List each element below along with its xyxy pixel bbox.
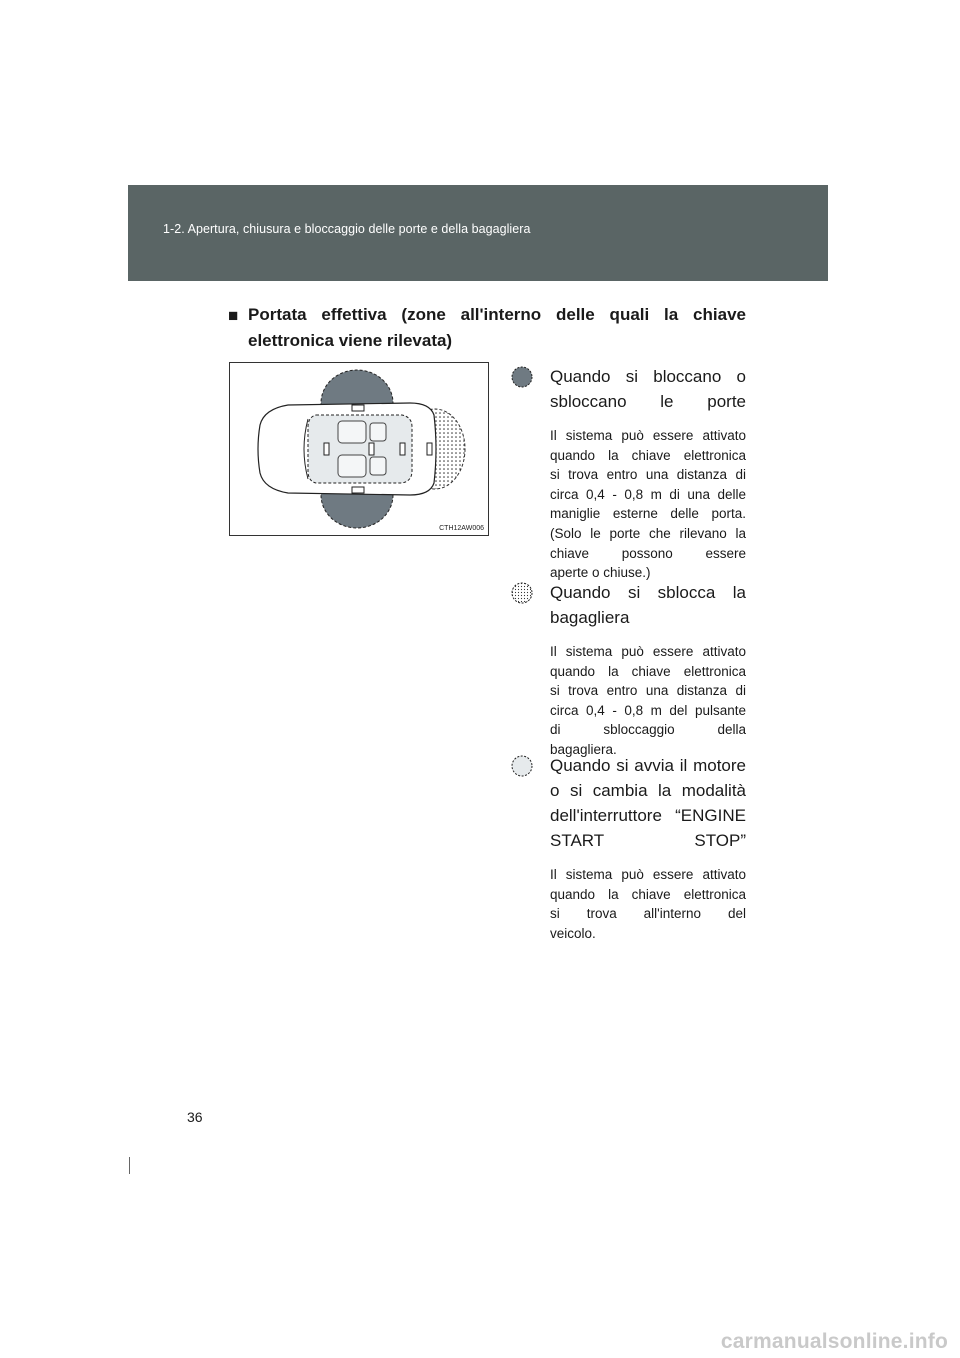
legend-description-line: di sbloccaggio della [550, 722, 746, 738]
detection-range-figure [229, 362, 489, 536]
legend-item [511, 364, 746, 583]
legend-title-line: START STOP” [550, 831, 746, 850]
antenna-trunk [427, 443, 432, 455]
legend-title-line: Quando si bloccano o [550, 367, 746, 386]
seat-front-right [338, 455, 366, 477]
car-top-view-diagram [230, 363, 488, 535]
legend-description-line: si trova entro una distanza di [550, 683, 746, 699]
legend-description-line: bagagliera. [550, 741, 617, 757]
legend-title [550, 753, 746, 853]
legend-description-line: si trova entro una distanza di [550, 467, 746, 483]
legend-description-line: si trova all'interno del [550, 906, 746, 922]
antenna-upper [352, 405, 364, 411]
legend-description-line: circa 0,4 - 0,8 m di una delle [550, 486, 746, 502]
antenna-lower [352, 487, 364, 493]
legend-description-line: aperte o chiuse.) [550, 565, 651, 581]
light-circle-icon [511, 755, 533, 777]
legend-description-line: quando la chiave elettronica [550, 447, 746, 463]
legend-description-line: circa 0,4 - 0,8 m del pulsante [550, 702, 746, 718]
legend-description-line: Il sistema può essere attivato [550, 428, 746, 443]
legend-description-line: maniglie esterne delle porta. [550, 506, 746, 522]
dotted-circle-icon [511, 582, 533, 604]
legend-title [550, 364, 746, 414]
legend-description-line: Il sistema può essere attivato [550, 644, 746, 659]
seat-front-left [338, 421, 366, 443]
breadcrumb: 1-2. Apertura, chiusura e bloccaggio delle porte e della bagagliera [163, 222, 531, 236]
legend-item [511, 753, 746, 943]
legend-title [550, 580, 746, 630]
dark-filled-circle-icon [511, 366, 533, 388]
legend-description-line: Il sistema può essere attivato [550, 867, 746, 882]
legend-title-line: dell'interruttore “ENGINE [550, 806, 746, 825]
margin-tick [129, 1157, 130, 1174]
legend-title-line: sbloccano le porte [550, 392, 746, 411]
square-bullet-icon: ■ [228, 306, 239, 325]
legend-description [550, 642, 746, 760]
legend-title-line: bagagliera [550, 608, 630, 627]
antenna-front [324, 443, 329, 455]
legend-description [550, 426, 746, 583]
watermark: carmanualsonline.info [720, 1330, 948, 1353]
legend-description-line: chiave possono essere [550, 545, 746, 561]
legend-description-line: quando la chiave elettronica [550, 663, 746, 679]
antenna-rear [400, 443, 405, 455]
legend-description-line: quando la chiave elettronica [550, 886, 746, 902]
legend-description-line: (Solo le porte che rilevano la [550, 525, 746, 541]
section-heading-line2: elettronica viene rilevata) [248, 331, 453, 350]
seat-rear-left [370, 423, 386, 441]
legend-description [550, 865, 746, 943]
antenna-center [369, 443, 374, 455]
legend-title-line: o si cambia la modalità [550, 781, 746, 800]
section-heading-line1: Portata effettiva (zone all'interno delle quali la chiave [248, 305, 746, 324]
page-number: 36 [187, 1109, 203, 1125]
figure-code: CTH12AW006 [439, 525, 484, 532]
seat-rear-right [370, 457, 386, 475]
legend-title-line: Quando si avvia il motore [550, 756, 746, 775]
legend-title-line: Quando si sblocca la [550, 583, 746, 602]
legend-description-line: veicolo. [550, 925, 596, 941]
section-heading [228, 302, 746, 354]
legend-item [511, 580, 746, 760]
